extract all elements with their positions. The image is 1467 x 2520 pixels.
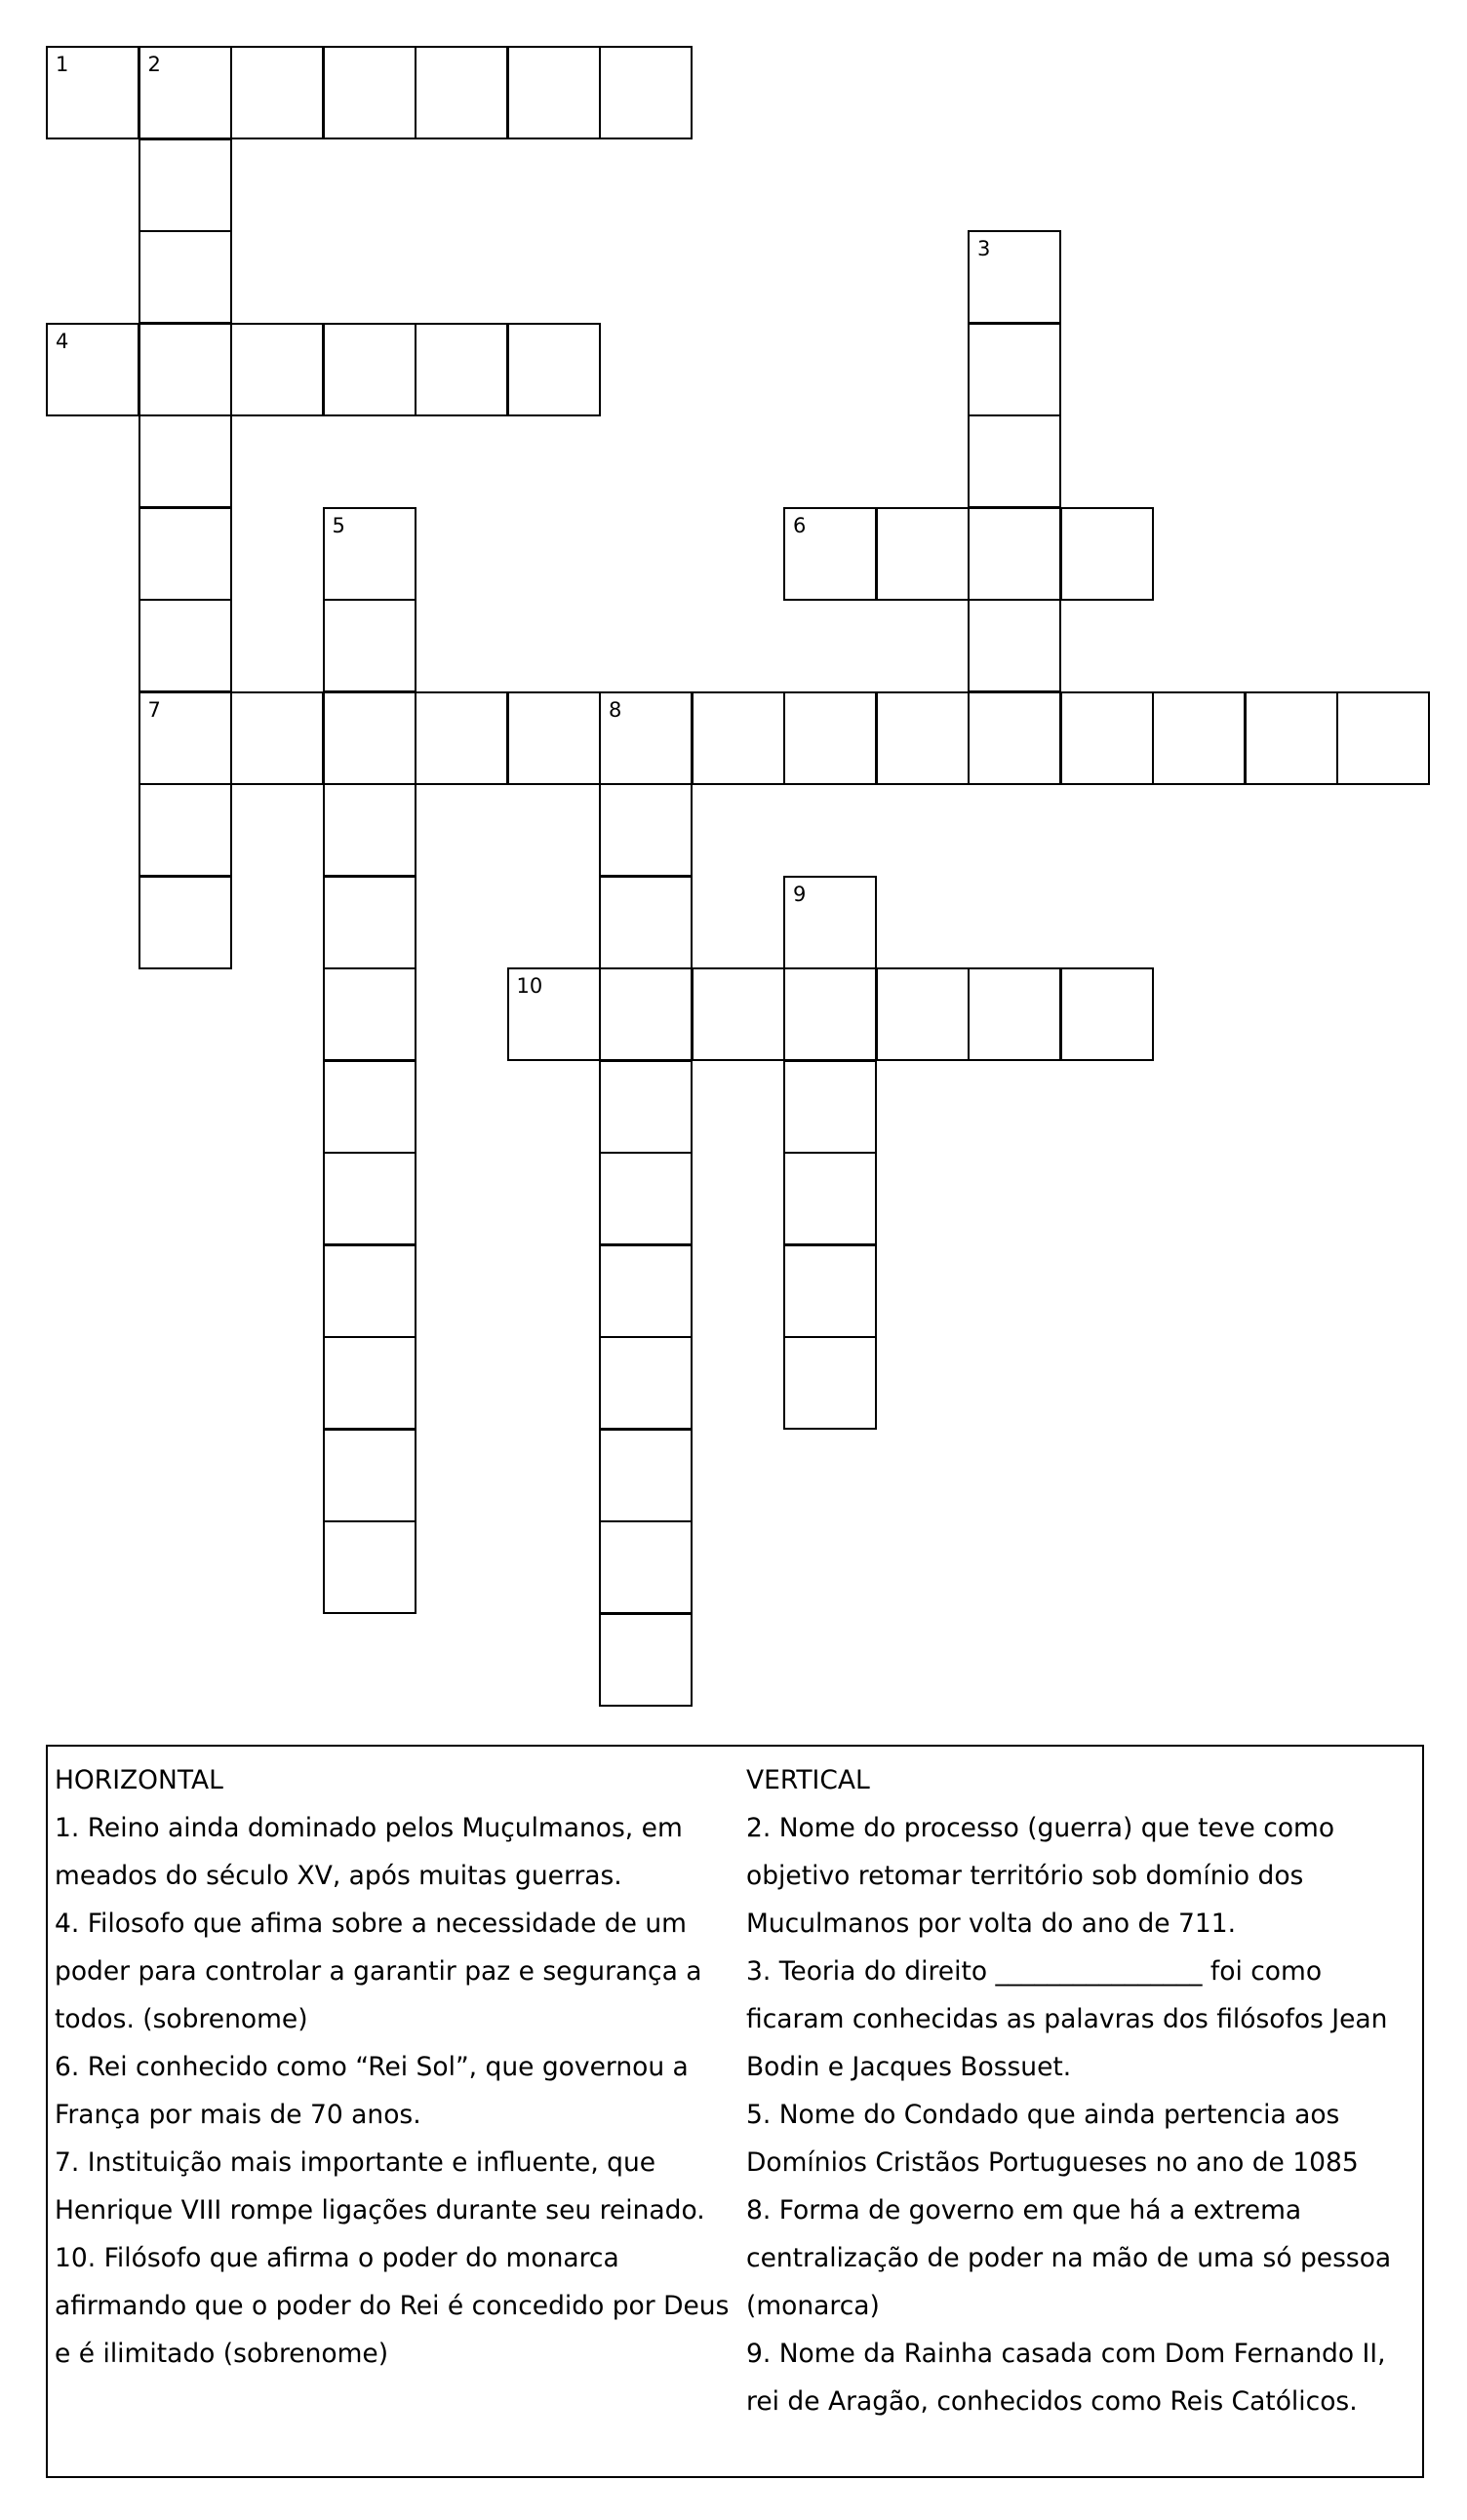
- clue-line: ficaram conhecidas as palavras dos filósofos Jean: [746, 2004, 1388, 2034]
- grid-cell[interactable]: [139, 138, 232, 232]
- grid-cell[interactable]: [1060, 507, 1154, 601]
- cell-number: 2: [147, 53, 161, 76]
- grid-cell[interactable]: [692, 691, 785, 785]
- grid-cell[interactable]: [1245, 691, 1338, 785]
- grid-cell[interactable]: [783, 691, 877, 785]
- grid-cell[interactable]: [139, 783, 232, 877]
- grid-cell[interactable]: [968, 691, 1061, 785]
- clue-line: 1. Reino ainda dominado pelos Muçulmanos, em: [55, 1813, 683, 1843]
- grid-cell[interactable]: [783, 1244, 877, 1338]
- grid-cell[interactable]: [139, 46, 232, 139]
- clue-line: e é ilimitado (sobrenome): [55, 2339, 389, 2369]
- grid-cell[interactable]: [323, 691, 416, 785]
- grid-cell[interactable]: [599, 967, 693, 1061]
- grid-cell[interactable]: [230, 323, 324, 416]
- grid-cell[interactable]: [968, 414, 1061, 508]
- clue-line: 2. Nome do processo (guerra) que teve como: [746, 1813, 1335, 1843]
- grid-cell[interactable]: [323, 783, 416, 877]
- cell-number: 9: [793, 882, 807, 906]
- grid-cell[interactable]: [139, 691, 232, 785]
- grid-cell[interactable]: [968, 323, 1061, 416]
- grid-cell[interactable]: [415, 691, 508, 785]
- horizontal-heading: HORIZONTAL: [55, 1765, 223, 1795]
- clue-line: 7. Instituição mais importante e influente, que: [55, 2147, 656, 2178]
- grid-cell[interactable]: [599, 783, 693, 877]
- grid-cell[interactable]: [46, 46, 139, 139]
- grid-cell[interactable]: [507, 691, 601, 785]
- grid-cell[interactable]: [968, 507, 1061, 601]
- clue-line: Henrique VIII rompe ligações durante seu reinado.: [55, 2195, 705, 2225]
- grid-cell[interactable]: [323, 1336, 416, 1430]
- grid-cell[interactable]: [876, 967, 970, 1061]
- grid-cell[interactable]: [1336, 691, 1430, 785]
- grid-cell[interactable]: [783, 1060, 877, 1154]
- grid-cell[interactable]: [323, 507, 416, 601]
- cell-number: 4: [56, 329, 69, 353]
- grid-cell[interactable]: [323, 1244, 416, 1338]
- grid-cell[interactable]: [507, 323, 601, 416]
- grid-cell[interactable]: [507, 967, 601, 1061]
- grid-cell[interactable]: [230, 46, 324, 139]
- clue-line: 8. Forma de governo em que há a extrema: [746, 2195, 1302, 2225]
- grid-cell[interactable]: [46, 323, 139, 416]
- grid-cell[interactable]: [599, 46, 693, 139]
- grid-cell[interactable]: [323, 323, 416, 416]
- grid-cell[interactable]: [323, 599, 416, 692]
- cell-number: 1: [56, 53, 69, 76]
- clue-line: centralização de poder na mão de uma só pessoa: [746, 2243, 1392, 2273]
- cell-number: 8: [609, 697, 622, 722]
- clue-line: 4. Filosofo que afima sobre a necessidade de um: [55, 1909, 687, 1939]
- grid-cell[interactable]: [783, 876, 877, 969]
- clue-line: objetivo retomar território sob domínio dos: [746, 1861, 1304, 1891]
- clue-line: Muculmanos por volta do ano de 711.: [746, 1909, 1237, 1939]
- clue-line: Domínios Cristãos Portugueses no ano de 1085: [746, 2147, 1359, 2178]
- grid-cell[interactable]: [599, 1152, 693, 1245]
- grid-cell[interactable]: [139, 507, 232, 601]
- grid-cell[interactable]: [1060, 691, 1154, 785]
- grid-cell[interactable]: [139, 876, 232, 969]
- clue-line: meados do século XV, após muitas guerras.: [55, 1861, 622, 1891]
- grid-cell[interactable]: [599, 1429, 693, 1522]
- grid-cell[interactable]: [139, 323, 232, 416]
- vertical-heading: VERTICAL: [746, 1765, 870, 1795]
- grid-cell[interactable]: [415, 46, 508, 139]
- grid-cell[interactable]: [876, 691, 970, 785]
- grid-cell[interactable]: [323, 1520, 416, 1614]
- clue-line: França por mais de 70 anos.: [55, 2100, 421, 2130]
- grid-cell[interactable]: [599, 1060, 693, 1154]
- horizontal-clues: [55, 1756, 737, 2378]
- clue-line: Bodin e Jacques Bossuet.: [746, 2052, 1072, 2082]
- clue-box: [46, 1745, 1424, 2478]
- cell-number: 5: [332, 513, 345, 537]
- grid-cell[interactable]: [599, 1244, 693, 1338]
- clue-line: rei de Aragão, conhecidos como Reis Católicos.: [746, 2386, 1358, 2417]
- grid-cell[interactable]: [139, 230, 232, 324]
- grid-cell[interactable]: [1152, 691, 1246, 785]
- clue-line: 5. Nome do Condado que ainda pertencia aos: [746, 2100, 1340, 2130]
- grid-cell[interactable]: [876, 507, 970, 601]
- grid-cell[interactable]: [783, 967, 877, 1061]
- grid-cell[interactable]: [323, 1060, 416, 1154]
- grid-cell[interactable]: [1060, 967, 1154, 1061]
- grid-cell[interactable]: [599, 1520, 693, 1614]
- grid-cell[interactable]: [323, 46, 416, 139]
- grid-cell[interactable]: [323, 1429, 416, 1522]
- grid-cell[interactable]: [323, 876, 416, 969]
- cell-number: 6: [793, 513, 807, 537]
- vertical-clues: [746, 1756, 1419, 2425]
- grid-cell[interactable]: [599, 1336, 693, 1430]
- grid-cell[interactable]: [968, 230, 1061, 324]
- grid-cell[interactable]: [599, 876, 693, 969]
- grid-cell[interactable]: [599, 1613, 693, 1707]
- clue-line: poder para controlar a garantir paz e segurança a: [55, 1956, 702, 1987]
- cell-number: 10: [516, 974, 543, 998]
- grid-cell[interactable]: [968, 967, 1061, 1061]
- clue-line: 6. Rei conhecido como “Rei Sol”, que governou a: [55, 2052, 689, 2082]
- grid-cell[interactable]: [323, 967, 416, 1061]
- grid-cell[interactable]: [783, 1152, 877, 1245]
- clue-line: 10. Filósofo que afirma o poder do monarca: [55, 2243, 619, 2273]
- clue-line: 3. Teoria do direito ________________ foi como: [746, 1956, 1323, 1987]
- clue-line: 9. Nome da Rainha casada com Dom Fernando II,: [746, 2339, 1386, 2369]
- clue-line: todos. (sobrenome): [55, 2004, 308, 2034]
- grid-cell[interactable]: [323, 1152, 416, 1245]
- cell-number: 7: [147, 697, 161, 722]
- clue-line: (monarca): [746, 2291, 880, 2321]
- grid-cell[interactable]: [139, 414, 232, 508]
- clue-line: afirmando que o poder do Rei é concedido por Deus: [55, 2291, 730, 2321]
- grid-cell[interactable]: [783, 1336, 877, 1430]
- grid-cell[interactable]: [783, 507, 877, 601]
- grid-cell[interactable]: [230, 691, 324, 785]
- grid-cell[interactable]: [968, 599, 1061, 692]
- grid-cell[interactable]: [692, 967, 785, 1061]
- grid-cell[interactable]: [507, 46, 601, 139]
- grid-cell[interactable]: [139, 599, 232, 692]
- cell-number: 3: [977, 237, 991, 260]
- grid-cell[interactable]: [599, 691, 693, 785]
- grid-cell[interactable]: [415, 323, 508, 416]
